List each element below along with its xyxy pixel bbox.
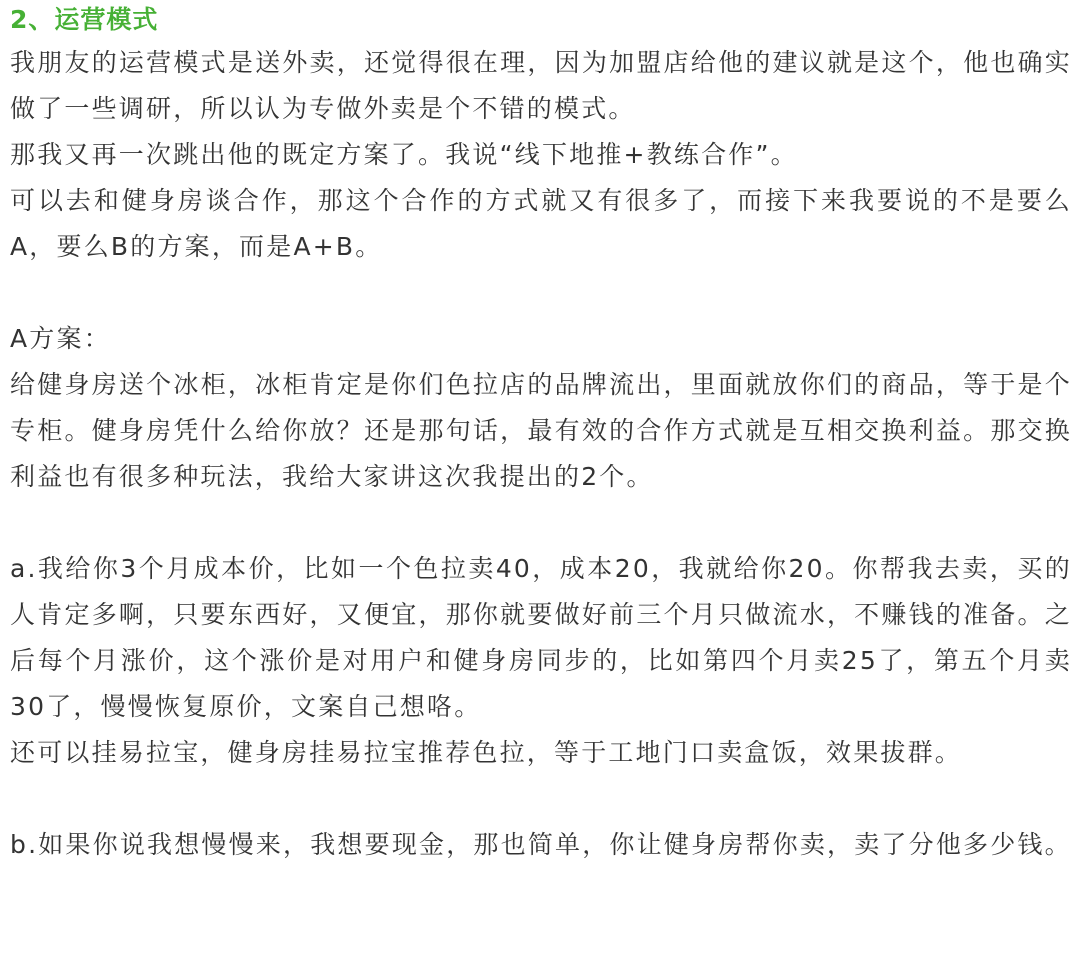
section-heading: 2、运营模式 bbox=[10, 5, 159, 34]
paragraph-option-b: b.如果你说我想慢慢来，我想要现金，那也简单，你让健身房帮你卖，卖了分他多少钱。 bbox=[10, 830, 1072, 859]
spacer bbox=[10, 776, 1072, 822]
paragraph-gym-cooperation: 可以去和健身房谈合作，那这个合作的方式就又有很多了，而接下来我要说的不是要么A，要么B的方案，而是A+B。 bbox=[10, 186, 1072, 261]
paragraph-new-plan: 那我又再一次跳出他的既定方案了。我说“线下地推+教练合作”。 bbox=[10, 140, 798, 169]
paragraph-fridge-plan: 给健身房送个冰柜，冰柜肯定是你们色拉店的品牌流出，里面就放你们的商品，等于是个专柜。健身房凭什么给你放？还是那句话，最有效的合作方式就是互相交换利益。那交换利益也有很多种玩法，我给大家讲这次我提出的2个。 bbox=[10, 370, 1072, 491]
spacer bbox=[10, 500, 1072, 546]
paragraph-option-a: a.我给你3个月成本价，比如一个色拉卖40，成本20，我就给你20。你帮我去卖，买的人肯定多啊，只要东西好，又便宜，那你就要做好前三个月只做流水，不赚钱的准备。之后每个月涨价，这个涨价是对用户和健身房同步的，比如第四个月卖25了，第五个月卖30了，慢慢恢复原价，文案自己想咯。 bbox=[10, 554, 1072, 721]
spacer bbox=[10, 270, 1072, 316]
paragraph-rollup-banner: 还可以挂易拉宝，健身房挂易拉宝推荐色拉，等于工地门口卖盒饭，效果拔群。 bbox=[10, 738, 963, 767]
paragraph-plan-a-label: A方案： bbox=[10, 324, 111, 353]
paragraph-operating-model: 我朋友的运营模式是送外卖，还觉得很在理，因为加盟店给他的建议就是这个，他也确实做了一些调研，所以认为专做外卖是个不错的模式。 bbox=[10, 48, 1072, 123]
